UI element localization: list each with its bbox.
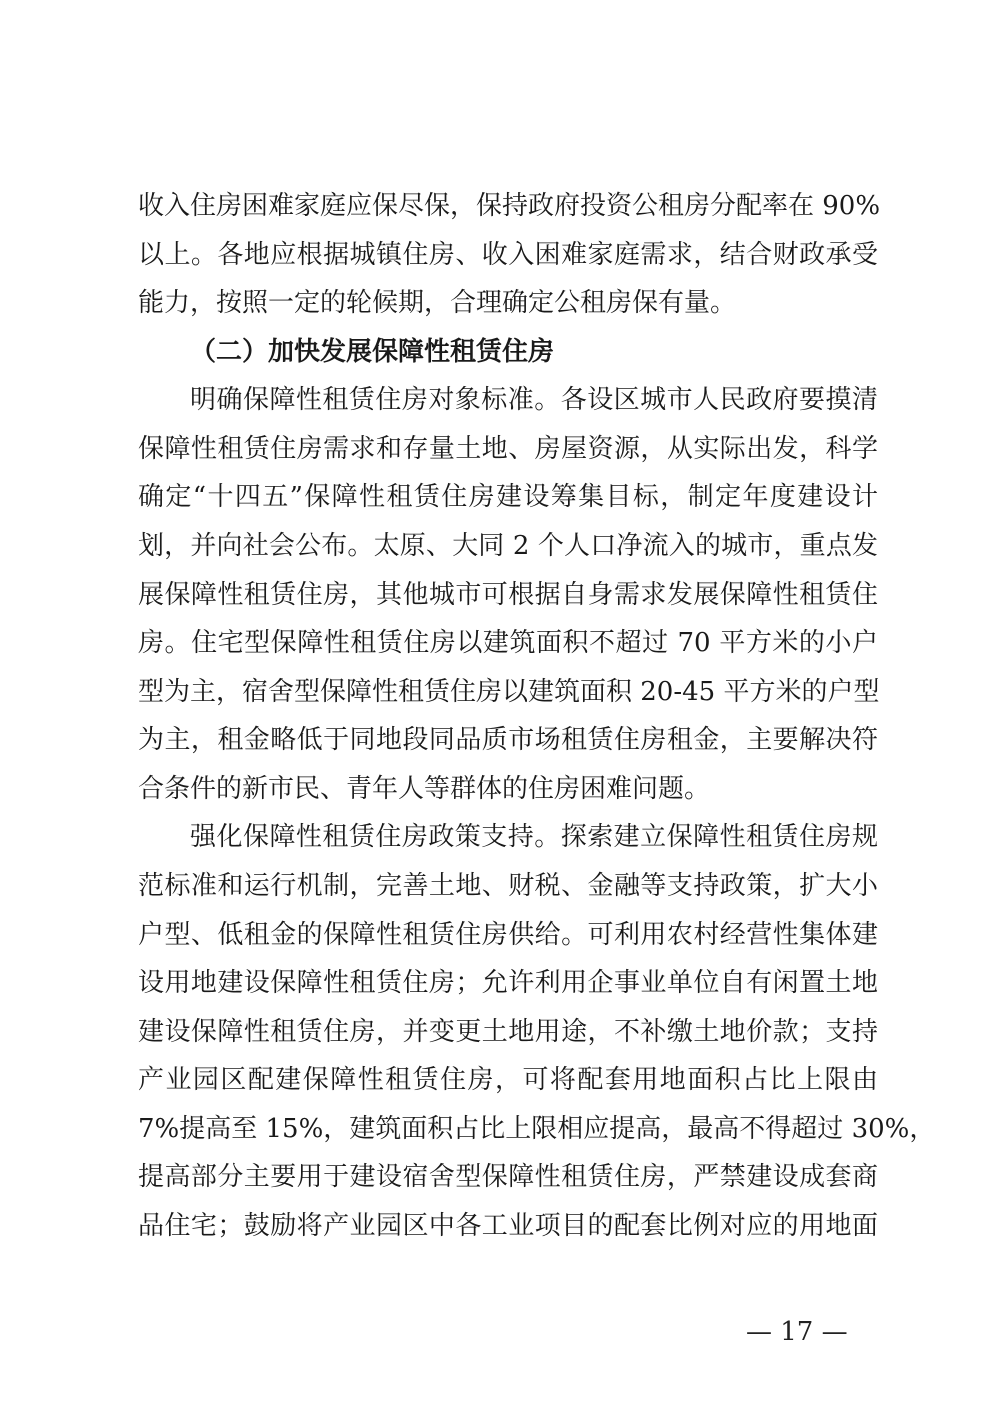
page-number: — 17 — (746, 1317, 848, 1347)
paragraph-line: 强化保障性租赁住房政策支持。探索建立保障性租赁住房规 (190, 822, 878, 852)
paragraph-line: 能力，按照一定的轮候期，合理确定公租房保有量。 (138, 288, 737, 318)
paragraph-line: 型为主，宿舍型保障性租赁住房以建筑面积 20-45 平方米的户型 (138, 677, 880, 707)
paragraph-line: 范标准和运行机制，完善土地、财税、金融等支持政策，扩大小 (138, 871, 878, 901)
paragraph-line: 以上。各地应根据城镇住房、收入困难家庭需求，结合财政承受 (138, 240, 878, 270)
paragraph-line: 建设保障性租赁住房，并变更土地用途，不补缴土地价款；支持 (138, 1017, 878, 1047)
paragraph-line: 收入住房困难家庭应保尽保，保持政府投资公租房分配率在 90% (138, 191, 881, 221)
paragraph-line: 保障性租赁住房需求和存量土地、房屋资源，从实际出发，科学 (138, 434, 878, 464)
paragraph-line: 户型、低租金的保障性租赁住房供给。可利用农村经营性集体建 (138, 920, 878, 950)
paragraph-line: 为主，租金略低于同地段同品质市场租赁住房租金，主要解决符 (138, 725, 878, 755)
paragraph-line: 展保障性租赁住房，其他城市可根据自身需求发展保障性租赁住 (138, 580, 878, 610)
paragraph-line: 提高部分主要用于建设宿舍型保障性租赁住房，严禁建设成套商 (138, 1162, 878, 1192)
paragraph-line: 确定“十四五”保障性租赁住房建设筹集目标，制定年度建设计 (138, 482, 878, 512)
paragraph-line: 品住宅；鼓励将产业园区中各工业项目的配套比例对应的用地面 (138, 1211, 878, 1241)
section-heading: （二）加快发展保障性租赁住房 (190, 337, 555, 367)
paragraph-line: 明确保障性租赁住房对象标准。各设区城市人民政府要摸清 (190, 385, 878, 415)
paragraph-line: 合条件的新市民、青年人等群体的住房困难问题。 (138, 774, 711, 804)
paragraph-line: 划，并向社会公布。太原、大同 2 个人口净流入的城市，重点发 (138, 531, 878, 561)
paragraph-line: 产业园区配建保障性租赁住房，可将配套用地面积占比上限由 (138, 1065, 878, 1095)
paragraph-line: 房。住宅型保障性租赁住房以建筑面积不超过 70 平方米的小户 (138, 628, 878, 658)
paragraph-line: 设用地建设保障性租赁住房；允许利用企事业单位自有闲置土地 (138, 968, 878, 998)
paragraph-line: 7%提高至 15%，建筑面积占比上限相应提高，最高不得超过 30%， (138, 1114, 936, 1144)
